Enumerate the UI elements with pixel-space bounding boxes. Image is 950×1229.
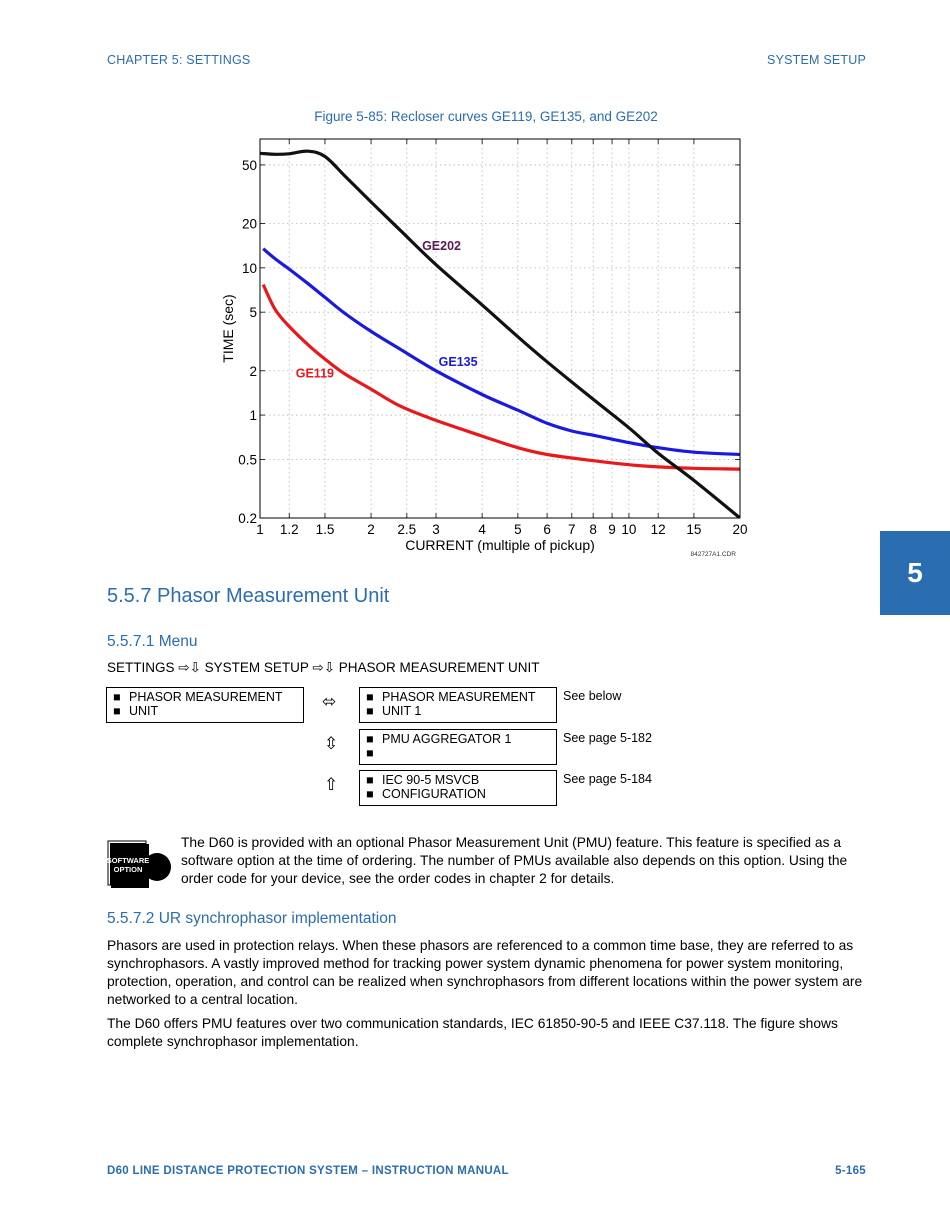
left-right-arrow-icon: ⬄ <box>322 692 337 711</box>
software-icon-label-2: OPTION <box>113 865 143 874</box>
header-section: SYSTEM SETUP <box>767 53 866 67</box>
x-tick-label: 3 <box>432 522 440 537</box>
box-line <box>366 704 550 718</box>
y-tick-label: 2 <box>249 363 257 379</box>
chapter-tab-number: 5 <box>907 557 923 588</box>
recloser-curves-chart <box>215 130 755 560</box>
curve-ge135 <box>263 249 740 455</box>
x-tick-label: 20 <box>732 522 748 537</box>
box-line <box>113 690 297 704</box>
box-line <box>113 704 297 718</box>
bullet-icon: ■ <box>113 704 121 718</box>
menu-box-pmu[interactable] <box>106 687 304 723</box>
up-arrow-icon: ⇧ <box>324 775 339 794</box>
box-text: PMU AGGREGATOR 1 <box>382 732 512 746</box>
x-tick-label: 2 <box>367 522 375 537</box>
box-line <box>366 746 550 760</box>
box-text: PHASOR MEASUREMENT <box>382 690 536 704</box>
box-text: IEC 90-5 MSVCB <box>382 773 480 787</box>
ref-page-5-182: See page 5-182 <box>563 731 652 745</box>
bullet-icon: ■ <box>366 773 374 787</box>
bullet-icon: ■ <box>366 732 374 746</box>
bullet-icon: ■ <box>366 787 374 801</box>
x-tick-label: 8 <box>589 522 597 537</box>
impl-subtitle: 5.5.7.2 UR synchrophasor implementation <box>107 910 397 927</box>
box-line <box>366 690 550 704</box>
x-tick-label: 12 <box>650 522 666 537</box>
header-chapter: CHAPTER 5: SETTINGS <box>107 53 251 67</box>
box-text: UNIT <box>129 704 159 718</box>
bullet-icon: ■ <box>366 690 374 704</box>
box-text: UNIT 1 <box>382 704 422 718</box>
x-tick-label: 7 <box>568 522 576 537</box>
curve-label-ge135: GE135 <box>438 355 478 370</box>
chapter-tab[interactable] <box>880 531 950 615</box>
x-tick-label: 6 <box>543 522 551 537</box>
y-tick-label: 0.2 <box>238 511 257 526</box>
y-tick-label: 0.5 <box>238 452 257 468</box>
figure-title: Figure 5-85: Recloser curves GE119, GE135, and GE202 <box>314 109 658 124</box>
x-tick-label: 1.2 <box>279 522 299 537</box>
box-text: CONFIGURATION <box>382 787 486 801</box>
menu-box-iec-msvcb[interactable] <box>359 770 557 806</box>
ref-page-5-184: See page 5-184 <box>563 772 652 786</box>
bullet-icon: ■ <box>366 704 374 718</box>
y-tick-label: 5 <box>249 305 257 321</box>
x-tick-label: 4 <box>478 522 486 537</box>
box-text: PHASOR MEASUREMENT <box>129 690 283 704</box>
y-tick-label: 20 <box>241 216 257 232</box>
x-tick-label: 10 <box>621 522 637 537</box>
y-axis-label: TIME (sec) <box>220 294 236 363</box>
footer-manual-title: D60 LINE DISTANCE PROTECTION SYSTEM – INSTRUCTION MANUAL <box>107 1165 509 1177</box>
x-tick-label: 15 <box>686 522 702 537</box>
bullet-icon: ■ <box>366 746 374 760</box>
x-tick-label: 1.5 <box>315 522 335 537</box>
menu-path: SETTINGS ⇨⇩ SYSTEM SETUP ⇨⇩ PHASOR MEASUREMENT UNIT <box>107 660 540 675</box>
box-line <box>366 732 550 746</box>
impl-paragraph-2: The D60 offers PMU features over two communication standards, IEC 61850-90-5 and IEEE C37.118. The figure shows complete synchrophasor implementation. <box>107 1016 838 1049</box>
software-option-text: The D60 is provided with an optional Phasor Measurement Unit (PMU) feature. This feature is specified as a software option at the time of ordering. The number of PMUs available also depends on this option. Using the order code for your device, see the order codes in chapter 2 for details. <box>181 835 848 886</box>
impl-paragraph-1: Phasors are used in protection relays. When these phasors are referenced to a common time base, they are referred to as synchrophasors. A vastly improved method for tracking power system dynamic phenomena for power system monitoring, protection, operation, and control can be realized when synchrophasors from different locations within the power system are networked to a central location. <box>107 938 863 1007</box>
x-axis-label: CURRENT (multiple of pickup) <box>405 537 595 553</box>
box-line <box>366 787 550 801</box>
menu-subtitle: 5.5.7.1 Menu <box>107 633 198 650</box>
section-title: 5.5.7 Phasor Measurement Unit <box>107 585 390 607</box>
x-tick-label: 9 <box>608 522 616 537</box>
software-option-icon <box>107 838 173 890</box>
curve-label-ge119: GE119 <box>295 366 334 381</box>
curve-label-ge202: GE202 <box>422 239 462 254</box>
x-tick-label: 5 <box>514 522 522 537</box>
x-tick-label: 2.5 <box>397 522 417 537</box>
y-tick-label: 1 <box>249 408 257 424</box>
curve-ge202 <box>260 151 740 518</box>
y-tick-label: 50 <box>241 157 257 173</box>
up-down-arrow-icon: ⇳ <box>324 734 339 753</box>
box-line <box>366 773 550 787</box>
figure-code: 842727A1.CDR <box>690 551 736 558</box>
y-tick-label: 10 <box>241 260 257 276</box>
bullet-icon: ■ <box>113 690 121 704</box>
menu-box-pmu-unit-1[interactable] <box>359 687 557 723</box>
menu-box-pmu-aggregator[interactable] <box>359 729 557 765</box>
footer-page-number: 5-165 <box>835 1165 866 1177</box>
curve-ge119 <box>263 285 740 470</box>
software-icon-label-1: SOFTWARE <box>107 856 150 865</box>
ref-see-below: See below <box>563 689 622 703</box>
x-tick-label: 1 <box>256 522 264 537</box>
